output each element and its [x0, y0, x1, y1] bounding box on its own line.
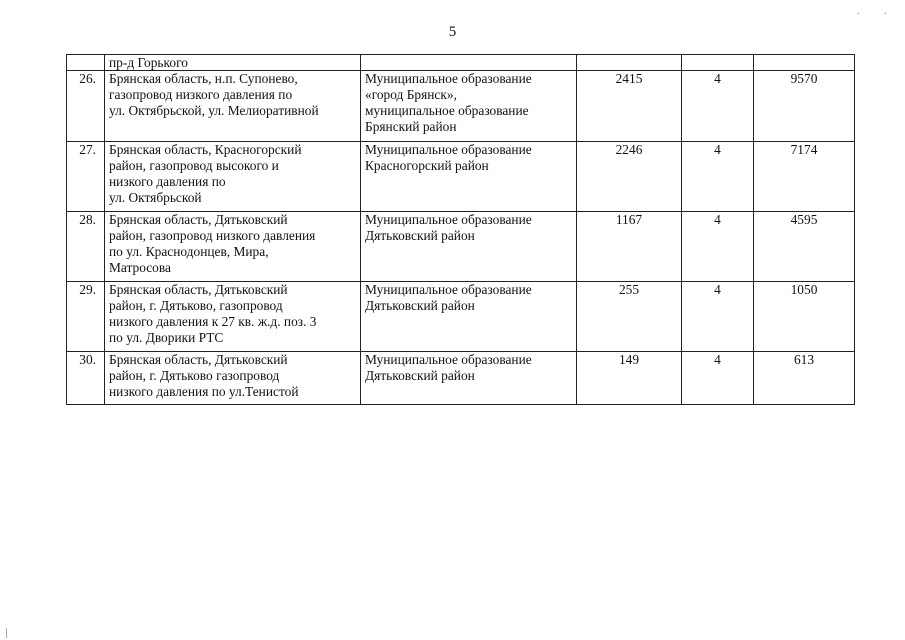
- scan-edge-mark: [6, 628, 7, 638]
- table-cell-period: 4: [682, 212, 754, 282]
- table-cell-municipality: Муниципальное образование Дятьковский район: [361, 352, 577, 405]
- table-cell-municipality: Муниципальное образование Дятьковский район: [361, 282, 577, 352]
- table-cell-address: Брянская область, н.п. Супонево, газопровод низкого давления по ул. Октябрьской, ул. Мелиоративной: [105, 71, 361, 142]
- table-cell-address: пр-д Горького: [105, 55, 361, 71]
- table-row: [67, 282, 855, 352]
- table-cell-value: [754, 55, 855, 71]
- table-cell-length: 2246: [577, 142, 682, 212]
- table-cell-value: 4595: [754, 212, 855, 282]
- table-row: [67, 352, 855, 405]
- table-cell-num: 28.: [67, 212, 105, 282]
- table-cell-value: 1050: [754, 282, 855, 352]
- table-cell-value: 613: [754, 352, 855, 405]
- table-cell-municipality: Муниципальное образование «город Брянск», муниципальное образование Брянский район: [361, 71, 577, 142]
- table-cell-value: 9570: [754, 71, 855, 142]
- table-cell-municipality: Муниципальное образование Красногорский район: [361, 142, 577, 212]
- table-cell-period: [682, 55, 754, 71]
- table-cell-address: Брянская область, Дятьковский район, газопровод низкого давления по ул. Краснодонцев, Мира, Матросова: [105, 212, 361, 282]
- scan-mark: .: [884, 6, 887, 17]
- table-row: [67, 212, 855, 282]
- table-cell-address: Брянская область, Красногорский район, газопровод высокого и низкого давления по ул. Октябрьской: [105, 142, 361, 212]
- table-cell-municipality: [361, 55, 577, 71]
- table-row-continuation: [67, 55, 855, 71]
- table-cell-length: 1167: [577, 212, 682, 282]
- gas-pipeline-table: [66, 54, 855, 405]
- table-cell-period: 4: [682, 282, 754, 352]
- table-cell-period: 4: [682, 352, 754, 405]
- table-cell-num: [67, 55, 105, 71]
- table-cell-num: 27.: [67, 142, 105, 212]
- table-cell-municipality: Муниципальное образование Дятьковский район: [361, 212, 577, 282]
- table-cell-period: 4: [682, 71, 754, 142]
- table-row: [67, 142, 855, 212]
- table-row: [67, 71, 855, 142]
- table-cell-num: 29.: [67, 282, 105, 352]
- table-cell-length: 2415: [577, 71, 682, 142]
- table-cell-value: 7174: [754, 142, 855, 212]
- table-cell-length: 255: [577, 282, 682, 352]
- table-cell-num: 26.: [67, 71, 105, 142]
- table-cell-num: 30.: [67, 352, 105, 405]
- table-cell-period: 4: [682, 142, 754, 212]
- scan-mark: .: [857, 6, 860, 17]
- table-cell-address: Брянская область, Дятьковский район, г. Дятьково, газопровод низкого давления к 27 кв. ж.д. поз. 3 по ул. Дворики РТС: [105, 282, 361, 352]
- table-cell-address: Брянская область, Дятьковский район, г. Дятьково газопровод низкого давления по ул.Тенистой: [105, 352, 361, 405]
- page-number: 5: [448, 24, 457, 40]
- table-cell-length: [577, 55, 682, 71]
- table-cell-length: 149: [577, 352, 682, 405]
